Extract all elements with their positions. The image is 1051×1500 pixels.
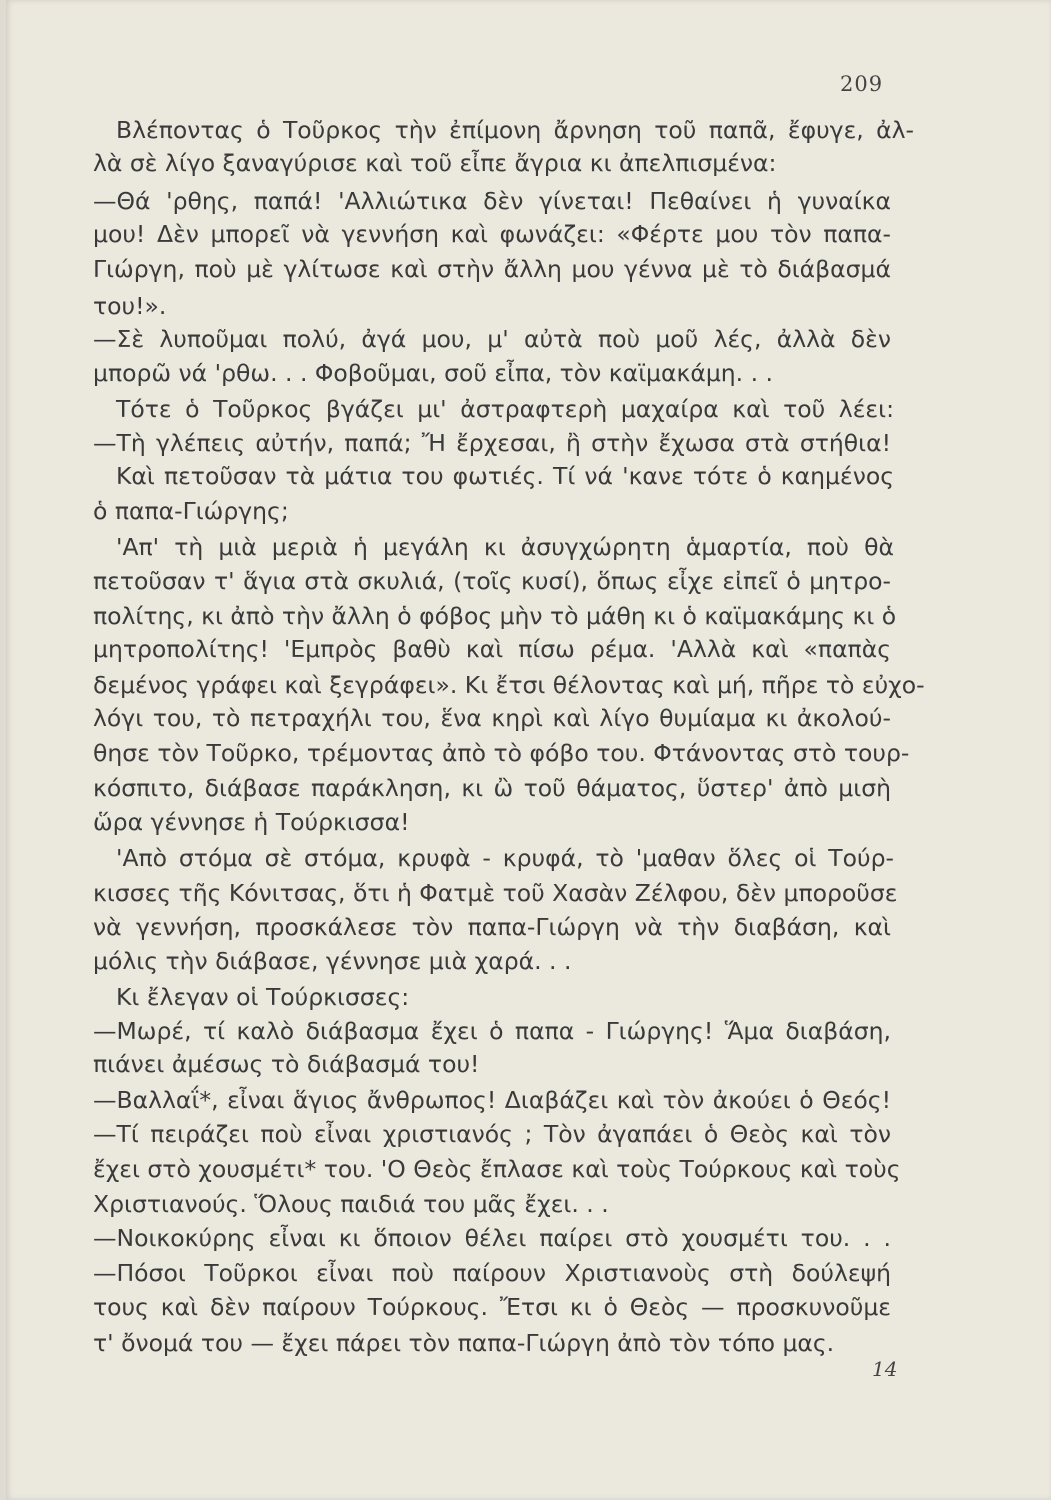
text-line xyxy=(6,1256,1051,1290)
text-line xyxy=(6,494,1051,528)
text-line-content: μου! Δὲν μπορεῖ νὰ γεννήση καὶ φωνάζει: «Φέρτε μου τὸν παπα- xyxy=(93,220,891,248)
text-line xyxy=(6,564,1051,598)
text-line-content: του!». xyxy=(93,292,167,320)
text-line xyxy=(6,1014,1051,1048)
text-line-content: κόσπιτο, διάβασε παράκληση, κι ὢ τοῦ θάματος, ὕστερ' ἀπὸ μισὴ xyxy=(93,774,891,802)
text-line xyxy=(6,146,1051,180)
text-line-content: θησε τὸν Τοῦρκο, τρέμοντας ἀπὸ τὸ φόβο του. Φτάνοντας στὸ τουρ- xyxy=(93,739,910,767)
text-line xyxy=(6,876,1051,910)
text-line-content: πιάνει ἀμέσως τὸ διάβασμά του! xyxy=(93,1050,480,1078)
text-line xyxy=(6,1117,1051,1151)
text-line xyxy=(6,632,1051,666)
text-line xyxy=(6,322,1051,356)
text-line-content: Χριστιανούς. Ὅλους παιδιά του μᾶς ἔχει. . . xyxy=(93,1190,609,1218)
text-line-content: τ' ὄνομά του — ἔχει πάρει τὸν παπα-Γιώργη ἀπὸ τὸν τόπο μας. xyxy=(93,1329,835,1357)
text-line xyxy=(6,1047,1051,1081)
text-line-content: ὁ παπα-Γιώργης; xyxy=(93,497,289,525)
text-line-content: μητροπολίτης! 'Εμπρὸς βαθὺ καὶ πίσω ρέμα. 'Αλλὰ καὶ «παπὰς xyxy=(93,635,891,663)
text-line-content: 'Απ' τὴ μιὰ μεριὰ ἡ μεγάλη κι ἀσυγχώρητη ἁμαρτία, ποὺ θὰ xyxy=(116,533,894,561)
text-line-content: ἔχει στὸ χουσμέτι* του. 'Ο Θεὸς ἔπλασε καὶ τοὺς Τούρκους καὶ τοὺς xyxy=(93,1155,901,1183)
page-number: 209 xyxy=(840,72,884,96)
text-line xyxy=(6,459,1051,493)
text-line-content: —Τὴ γλέπεις αὐτήν, παπά; Ἤ ἔρχεσαι, ἢ στὴν ἔχωσα στὰ στήθια! xyxy=(93,429,891,457)
text-line-content: ὥρα γέννησε ἡ Τούρκισσα! xyxy=(93,808,410,836)
text-line-content: —Βαλλαΐ*, εἶναι ἅγιος ἄνθρωπος! Διαβάζει καὶ τὸν ἀκούει ὁ Θεός! xyxy=(93,1086,891,1114)
text-line-content: μόλις τὴν διάβασε, γέννησε μιὰ χαρά. . . xyxy=(93,947,572,975)
text-line xyxy=(6,599,1051,633)
text-line xyxy=(6,217,1051,251)
text-line-content: πολίτης, κι ἀπὸ τὴν ἄλλη ὁ φόβος μὴν τὸ μάθη κι ὁ καϊμακάμης κι ὁ xyxy=(93,602,897,630)
text-line-content: Καὶ πετοῦσαν τὰ μάτια του φωτιές. Τί νά 'κανε τότε ὁ καημένος xyxy=(116,462,894,490)
text-line-content: Βλέποντας ὁ Τοῦρκος τὴν ἐπίμονη ἄρνηση τοῦ παπᾶ, ἔφυγε, ἀλ- xyxy=(116,116,914,144)
book-page xyxy=(6,0,1051,1500)
text-line-content: μπορῶ νά 'ρθω. . . Φοβοῦμαι, σοῦ εἶπα, τὸν καϊμακάμη. . . xyxy=(93,359,774,387)
text-line xyxy=(6,944,1051,978)
text-line-content: —Πόσοι Τοῦρκοι εἶναι ποὺ παίρουν Χριστιανοὺς στὴ δούλεψή xyxy=(93,1259,891,1287)
text-line-content: δεμένος γράφει καὶ ξεγράφει». Κι ἔτσι θέλοντας καὶ μή, πῆρε τὸ εὐχο- xyxy=(93,671,925,699)
text-line-content: τους καὶ δὲν παίρουν Τούρκους. Ἔτσι κι ὁ Θεὸς — προσκυνοῦμε xyxy=(93,1293,891,1321)
text-line-content: πετοῦσαν τ' ἅγια στὰ σκυλιά, (τοῖς κυσί), ὅπως εἶχε εἰπεῖ ὁ μητρο- xyxy=(93,567,891,595)
text-line-content: λὰ σὲ λίγο ξαναγύρισε καὶ τοῦ εἶπε ἄγρια κι ἀπελπισμένα: xyxy=(93,149,777,177)
text-line xyxy=(6,805,1051,839)
text-line-content: κισσες τῆς Κόνιτσας, ὅτι ἡ Φατμὲ τοῦ Χασὰν Ζέλφου, δὲν μποροῦσε xyxy=(93,879,898,907)
text-line xyxy=(6,980,1051,1014)
text-line xyxy=(6,356,1051,390)
text-line xyxy=(6,1221,1051,1255)
text-line xyxy=(6,530,1051,564)
text-line-content: —Μωρέ, τί καλὸ διάβασμα ἔχει ὁ παπα - Γιώργης! Ἅμα διαβάση, xyxy=(93,1017,891,1045)
text-line xyxy=(6,668,1051,702)
text-line-content: Τότε ὁ Τοῦρκος βγάζει μι' ἀστραφτερὴ μαχαίρα καὶ τοῦ λέει: xyxy=(116,395,894,423)
printer-signature: 14 xyxy=(872,1357,898,1381)
text-line xyxy=(6,289,1051,323)
text-line xyxy=(6,771,1051,805)
text-line-content: —Τί πειράζει ποὺ εἶναι χριστιανός ; Τὸν ἀγαπάει ὁ Θεὸς καὶ τὸν xyxy=(93,1120,891,1148)
text-line-content: νὰ γεννήση, προσκάλεσε τὸν παπα-Γιώργη νὰ τὴν διαβάση, καὶ xyxy=(93,913,891,941)
text-line xyxy=(6,1290,1051,1324)
text-line xyxy=(6,1187,1051,1221)
text-line xyxy=(6,252,1051,286)
text-line-content: —Θά 'ρθης, παπά! 'Αλλιώτικα δὲν γίνεται! Πεθαίνει ἡ γυναίκα xyxy=(93,187,891,215)
text-line-content: Κι ἔλεγαν οἱ Τούρκισσες: xyxy=(116,983,410,1011)
text-line xyxy=(6,113,1051,147)
text-line xyxy=(6,184,1051,218)
text-line xyxy=(6,701,1051,735)
text-line xyxy=(6,910,1051,944)
text-line xyxy=(6,1083,1051,1117)
text-line xyxy=(6,426,1051,460)
text-line-content: —Νοικοκύρης εἶναι κι ὅποιον θέλει παίρει στὸ χουσμέτι του. . . xyxy=(93,1224,891,1252)
text-line-content: 'Απὸ στόμα σὲ στόμα, κρυφὰ - κρυφά, τὸ 'μαθαν ὅλες οἱ Τούρ- xyxy=(116,844,894,872)
text-line xyxy=(6,736,1051,770)
text-line xyxy=(6,1326,1051,1360)
text-line-content: —Σὲ λυποῦμαι πολύ, ἀγά μου, μ' αὐτὰ ποὺ μοῦ λές, ἀλλὰ δὲν xyxy=(93,325,891,353)
text-line-content: Γιώργη, ποὺ μὲ γλίτωσε καὶ στὴν ἄλλη μου γέννα μὲ τὸ διάβασμά xyxy=(93,255,891,283)
text-line xyxy=(6,1152,1051,1186)
text-line-content: λόγι του, τὸ πετραχήλι του, ἕνα κηρὶ καὶ λίγο θυμίαμα κι ἀκολού- xyxy=(93,704,891,732)
text-line xyxy=(6,841,1051,875)
text-line xyxy=(6,392,1051,426)
